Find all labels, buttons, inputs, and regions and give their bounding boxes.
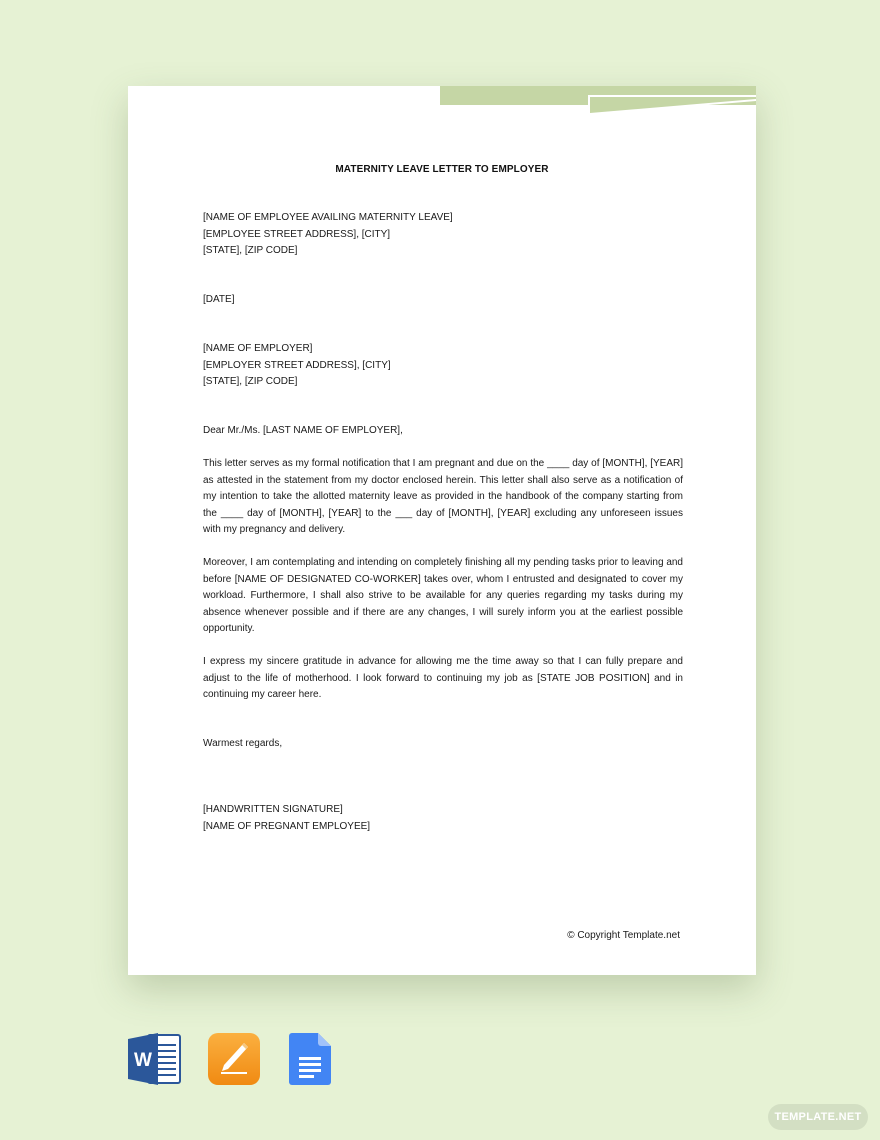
- word-letter: W: [134, 1050, 152, 1071]
- sender-address-block: [203, 210, 683, 260]
- signer-name: [NAME OF PREGNANT EMPLOYEE]: [203, 820, 371, 832]
- date-line: [203, 292, 683, 309]
- sender-street: [EMPLOYEE STREET ADDRESS], [CITY]: [203, 228, 391, 240]
- body-paragraph: I express my sincere gratitude in advance for allowing me the time away so that I can fully prepare and adjust to the life of motherhood. I look forward to continuing my job as [STATE JOB POSITION] and in continuing my career here.: [203, 656, 683, 700]
- recipient-state-zip: [STATE], [ZIP CODE]: [203, 376, 298, 387]
- recipient-address-block: [203, 341, 683, 391]
- recipient-street: [EMPLOYER STREET ADDRESS], [CITY]: [203, 359, 391, 371]
- document-title: MATERNITY LEAVE LETTER TO EMPLOYER: [335, 164, 549, 175]
- recipient-name: [NAME OF EMPLOYER]: [203, 343, 313, 354]
- paragraph-block-2: [203, 555, 683, 638]
- microsoft-word-icon[interactable]: [128, 1033, 182, 1085]
- paragraph-block-3: [203, 654, 683, 704]
- letter-page: [128, 86, 756, 975]
- closing-block: [203, 736, 683, 753]
- body-paragraph: This letter serves as my formal notification that I am pregnant and due on the ____ day of [MONTH], [YEAR] as attested in the statement from my doctor enclosed herein. This letter shall also serve as a notification of my intention to take the allotted maternity leave as provided in the handbook of the company starting from the ____ day of [MONTH], [YEAR] to the ___ day of [MONTH], [YEAR] excluding any unforeseen issues with my pregnancy and delivery.: [203, 458, 683, 535]
- sender-state-zip: [STATE], [ZIP CODE]: [203, 245, 298, 256]
- google-docs-icon[interactable]: [289, 1033, 331, 1085]
- salutation: Dear Mr./Ms. [LAST NAME OF EMPLOYER],: [203, 425, 403, 436]
- paragraph-block-1: [203, 456, 683, 539]
- signature-placeholder: [HANDWRITTEN SIGNATURE]: [203, 804, 343, 815]
- sender-name: [NAME OF EMPLOYEE AVAILING MATERNITY LEAVE]: [203, 212, 453, 223]
- date: [DATE]: [203, 294, 235, 305]
- salutation-block: [203, 423, 683, 440]
- template-net-watermark: TEMPLATE.NET: [768, 1104, 868, 1130]
- apple-pages-icon[interactable]: [208, 1033, 260, 1085]
- copyright-notice: © Copyright Template.net: [567, 930, 680, 941]
- body-paragraph: Moreover, I am contemplating and intending on completely finishing all my pending tasks prior to leaving and before [NAME OF DESIGNATED CO-WORKER] takes over, whom I entrusted and designated to cover my workload. Furthermore, I shall also strive to be available for any queries regarding my tasks during my absence whenever possible and if there are any changes, I will surely inform you at the earliest possible opportunity.: [203, 557, 683, 634]
- closing: Warmest regards,: [203, 738, 283, 749]
- signature-block: [203, 802, 683, 835]
- header-accent-shape: [128, 86, 756, 126]
